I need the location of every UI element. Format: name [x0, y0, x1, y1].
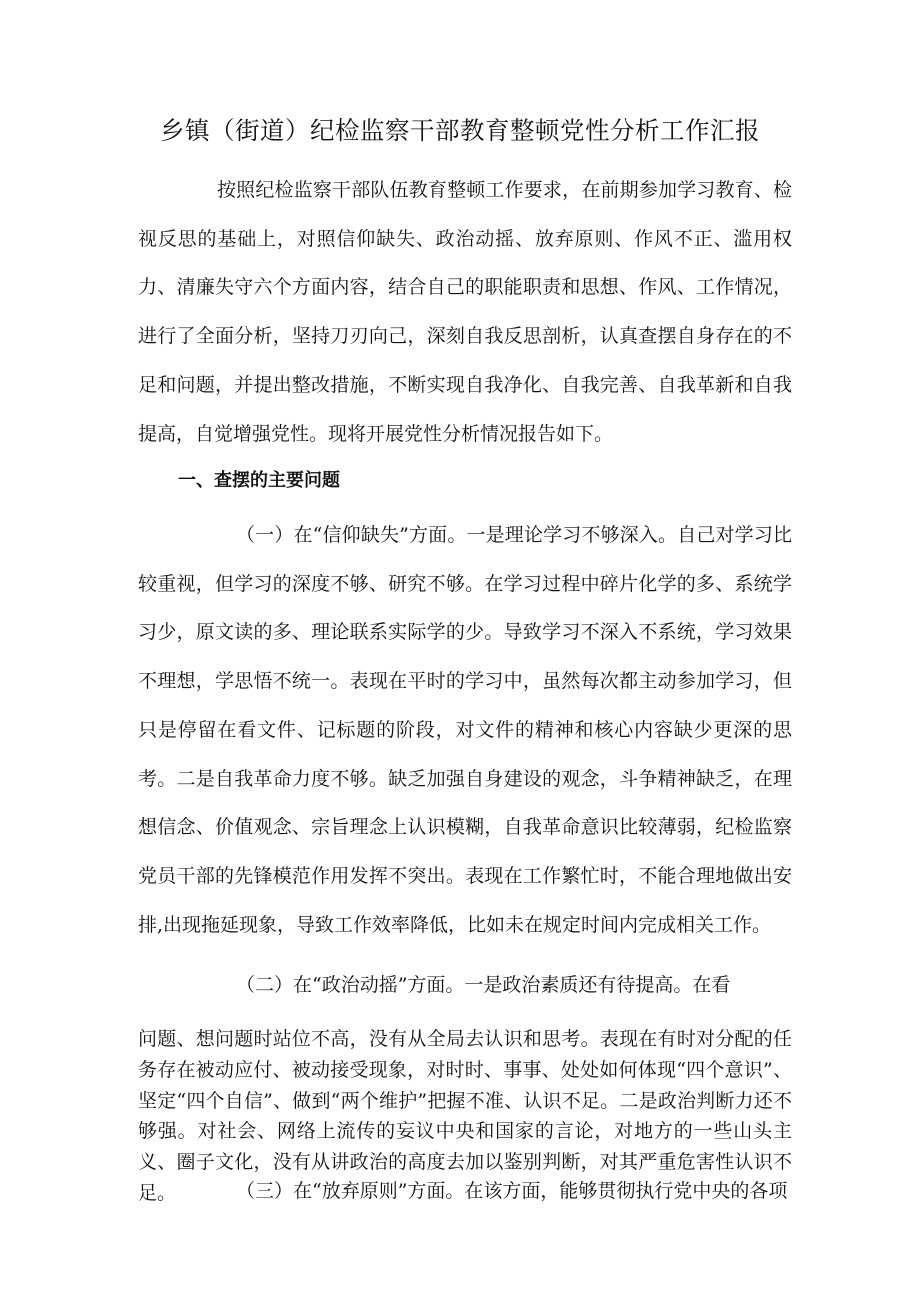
item-2-lead-line: （二）在“政治动摇”方面。一是政治素质还有待提高。在看 — [236, 974, 731, 996]
item-2-paragraph: 问题、想问题时站位不高，没有从全局去认识和思考。表现在有时对分配的任务存在被动应付、被动接受现象，对时时、事事、处处如何体现“四个意识”、坚定“四个自信”、做到“两个维护”把握不准、认识不足。二是政治判断力还不够强。对社会、网络上流传的妄议中央和国家的言论，对地方的一些山头主义、圈子文化，没有从讲政治的高度去加以鉴别判断，对其严重危害性认识不足。 — [138, 1028, 792, 1204]
item-3-lead-line: （三）在“放弃原则”方面。在该方面，能够贯彻执行党中央的各项 — [236, 1180, 788, 1202]
intro-paragraph: 按照纪检监察干部队伍教育整顿工作要求，在前期参加学习教育、检视反思的基础上，对照信仰缺失、政治动摇、放弃原则、作风不正、滥用权力、清廉失守六个方面内容，结合自己的职能职责和思想、作风、工作情况，进行了全面分析，坚持刀刃向己，深刻自我反思剖析，认真查摆自身存在的不足和问题，并提出整改措施，不断实现自我净化、自我完善、自我革新和自我提高，自觉增强党性。现将开展党性分析情况报告如下。 — [138, 179, 792, 445]
document-title: 乡镇（街道）纪检监察干部教育整顿党性分析工作汇报 — [160, 116, 760, 145]
item-1-paragraph: （一）在“信仰缺失”方面。一是理论学习不够深入。自己对学习比较重视，但学习的深度不够、研究不够。在学习过程中碎片化学的多、系统学习少，原文读的多、理论联系实际学的少。导致学习不深入不系统，学习效果不理想，学思悟不统一。表现在平时的学习中，虽然每次都主动参加学习，但只是停留在看文件、记标题的阶段，对文件的精神和核心内容缺少更深的思考。二是自我革命力度不够。缺乏加强自身建设的观念，斗争精神缺乏，在理想信念、价值观念、宗旨理念上认识模糊，自我革命意识比较薄弱，纪检监察党员干部的先锋模范作用发挥不突出。表现在工作繁忙时，不能合理地做出安排,出现拖延现象，导致工作效率降低，比如未在规定时间内完成相关工作。 — [138, 524, 792, 936]
section-heading: 一、查摆的主要问题 — [178, 470, 340, 491]
